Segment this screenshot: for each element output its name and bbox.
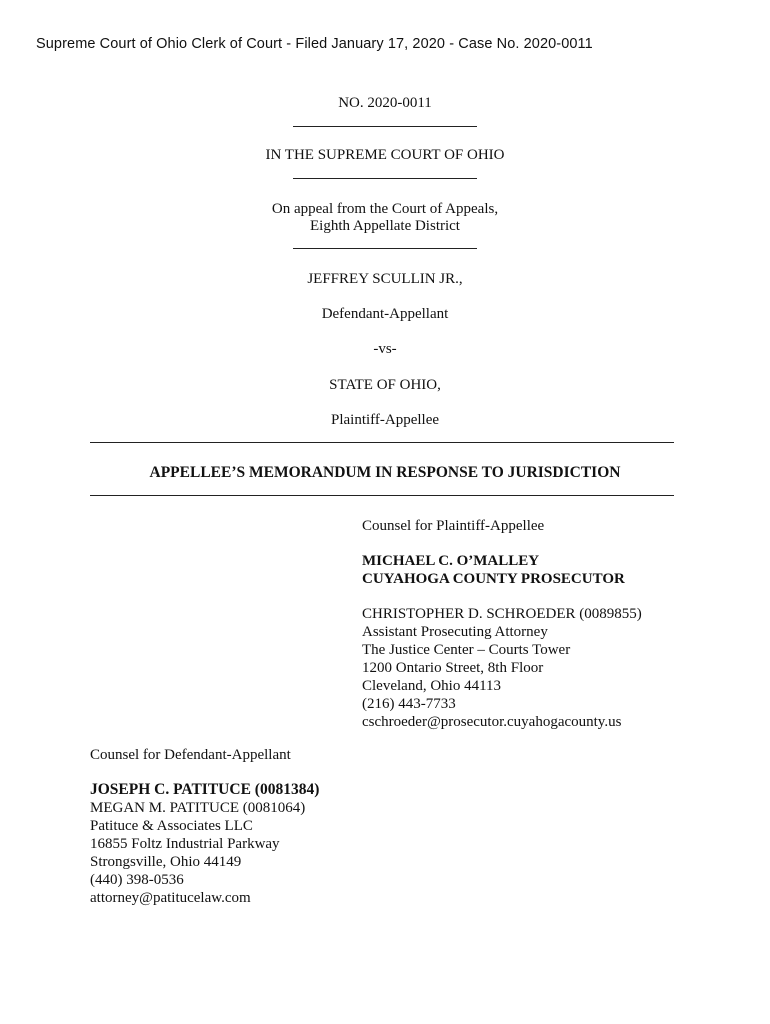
appellee-attorney-line: (216) 443-7733 <box>362 696 456 712</box>
filing-header: Supreme Court of Ohio Clerk of Court - Filed January 17, 2020 - Case No. 2020-0011 <box>36 36 593 52</box>
appellee-attorney-line: 1200 Ontario Street, 8th Floor <box>362 660 544 676</box>
appellee-attorney-email: cschroeder@prosecutor.cuyahogacounty.us <box>362 714 622 730</box>
appellee-attorney-line: Cleveland, Ohio 44113 <box>362 678 502 694</box>
appellant-role: Defendant-Appellant <box>321 306 449 322</box>
separator-rule <box>293 178 477 179</box>
appellee-counsel-label: Counsel for Plaintiff-Appellee <box>362 518 545 534</box>
separator-rule <box>293 248 477 249</box>
separator-rule <box>293 126 477 127</box>
appellee-attorney-block <box>362 605 642 731</box>
appellant-name: JEFFREY SCULLIN JR., <box>307 271 463 287</box>
appellant-lead-attorney-block <box>90 781 319 799</box>
appellee-attorney-line: The Justice Center – Courts Tower <box>362 642 571 658</box>
appellant-lead-attorney: JOSEPH C. PATITUCE (0081384) <box>90 781 320 798</box>
appellant-attorney-line: Patituce & Associates LLC <box>90 818 253 834</box>
document-title: APPELLEE’S MEMORANDUM IN RESPONSE TO JURISDICTION <box>149 464 621 481</box>
prosecutor-office-block <box>362 552 625 588</box>
title-rule-top <box>90 442 674 443</box>
appellant-attorney-line: MEGAN M. PATITUCE (0081064) <box>90 800 306 816</box>
appellant-attorney-block <box>90 799 305 907</box>
court-name: IN THE SUPREME COURT OF OHIO <box>265 147 505 163</box>
title-rule-bottom <box>90 495 674 496</box>
versus: -vs- <box>373 341 397 357</box>
appellant-attorney-line: (440) 398-0536 <box>90 872 184 888</box>
appellee-counsel-block <box>362 517 544 535</box>
prosecutor-name: MICHAEL C. O’MALLEY <box>362 553 540 569</box>
appellant-counsel-block <box>90 746 291 764</box>
appellant-attorney-line: Strongsville, Ohio 44149 <box>90 854 242 870</box>
appellant-attorney-line: 16855 Foltz Industrial Parkway <box>90 836 280 852</box>
appellee-attorney-line: Assistant Prosecuting Attorney <box>362 624 548 640</box>
appeal-line-2: Eighth Appellate District <box>310 218 460 234</box>
appellee-role: Plaintiff-Appellee <box>330 412 440 428</box>
case-number: NO. 2020-0011 <box>338 95 432 111</box>
appellee-attorney-line: CHRISTOPHER D. SCHROEDER (0089855) <box>362 606 642 622</box>
prosecutor-title: CUYAHOGA COUNTY PROSECUTOR <box>362 571 625 587</box>
appeal-line-1: On appeal from the Court of Appeals, <box>271 201 499 217</box>
appellant-attorney-email: attorney@patitucelaw.com <box>90 890 251 906</box>
appellant-counsel-label: Counsel for Defendant-Appellant <box>90 747 291 763</box>
appellee-name: STATE OF OHIO, <box>329 377 441 393</box>
